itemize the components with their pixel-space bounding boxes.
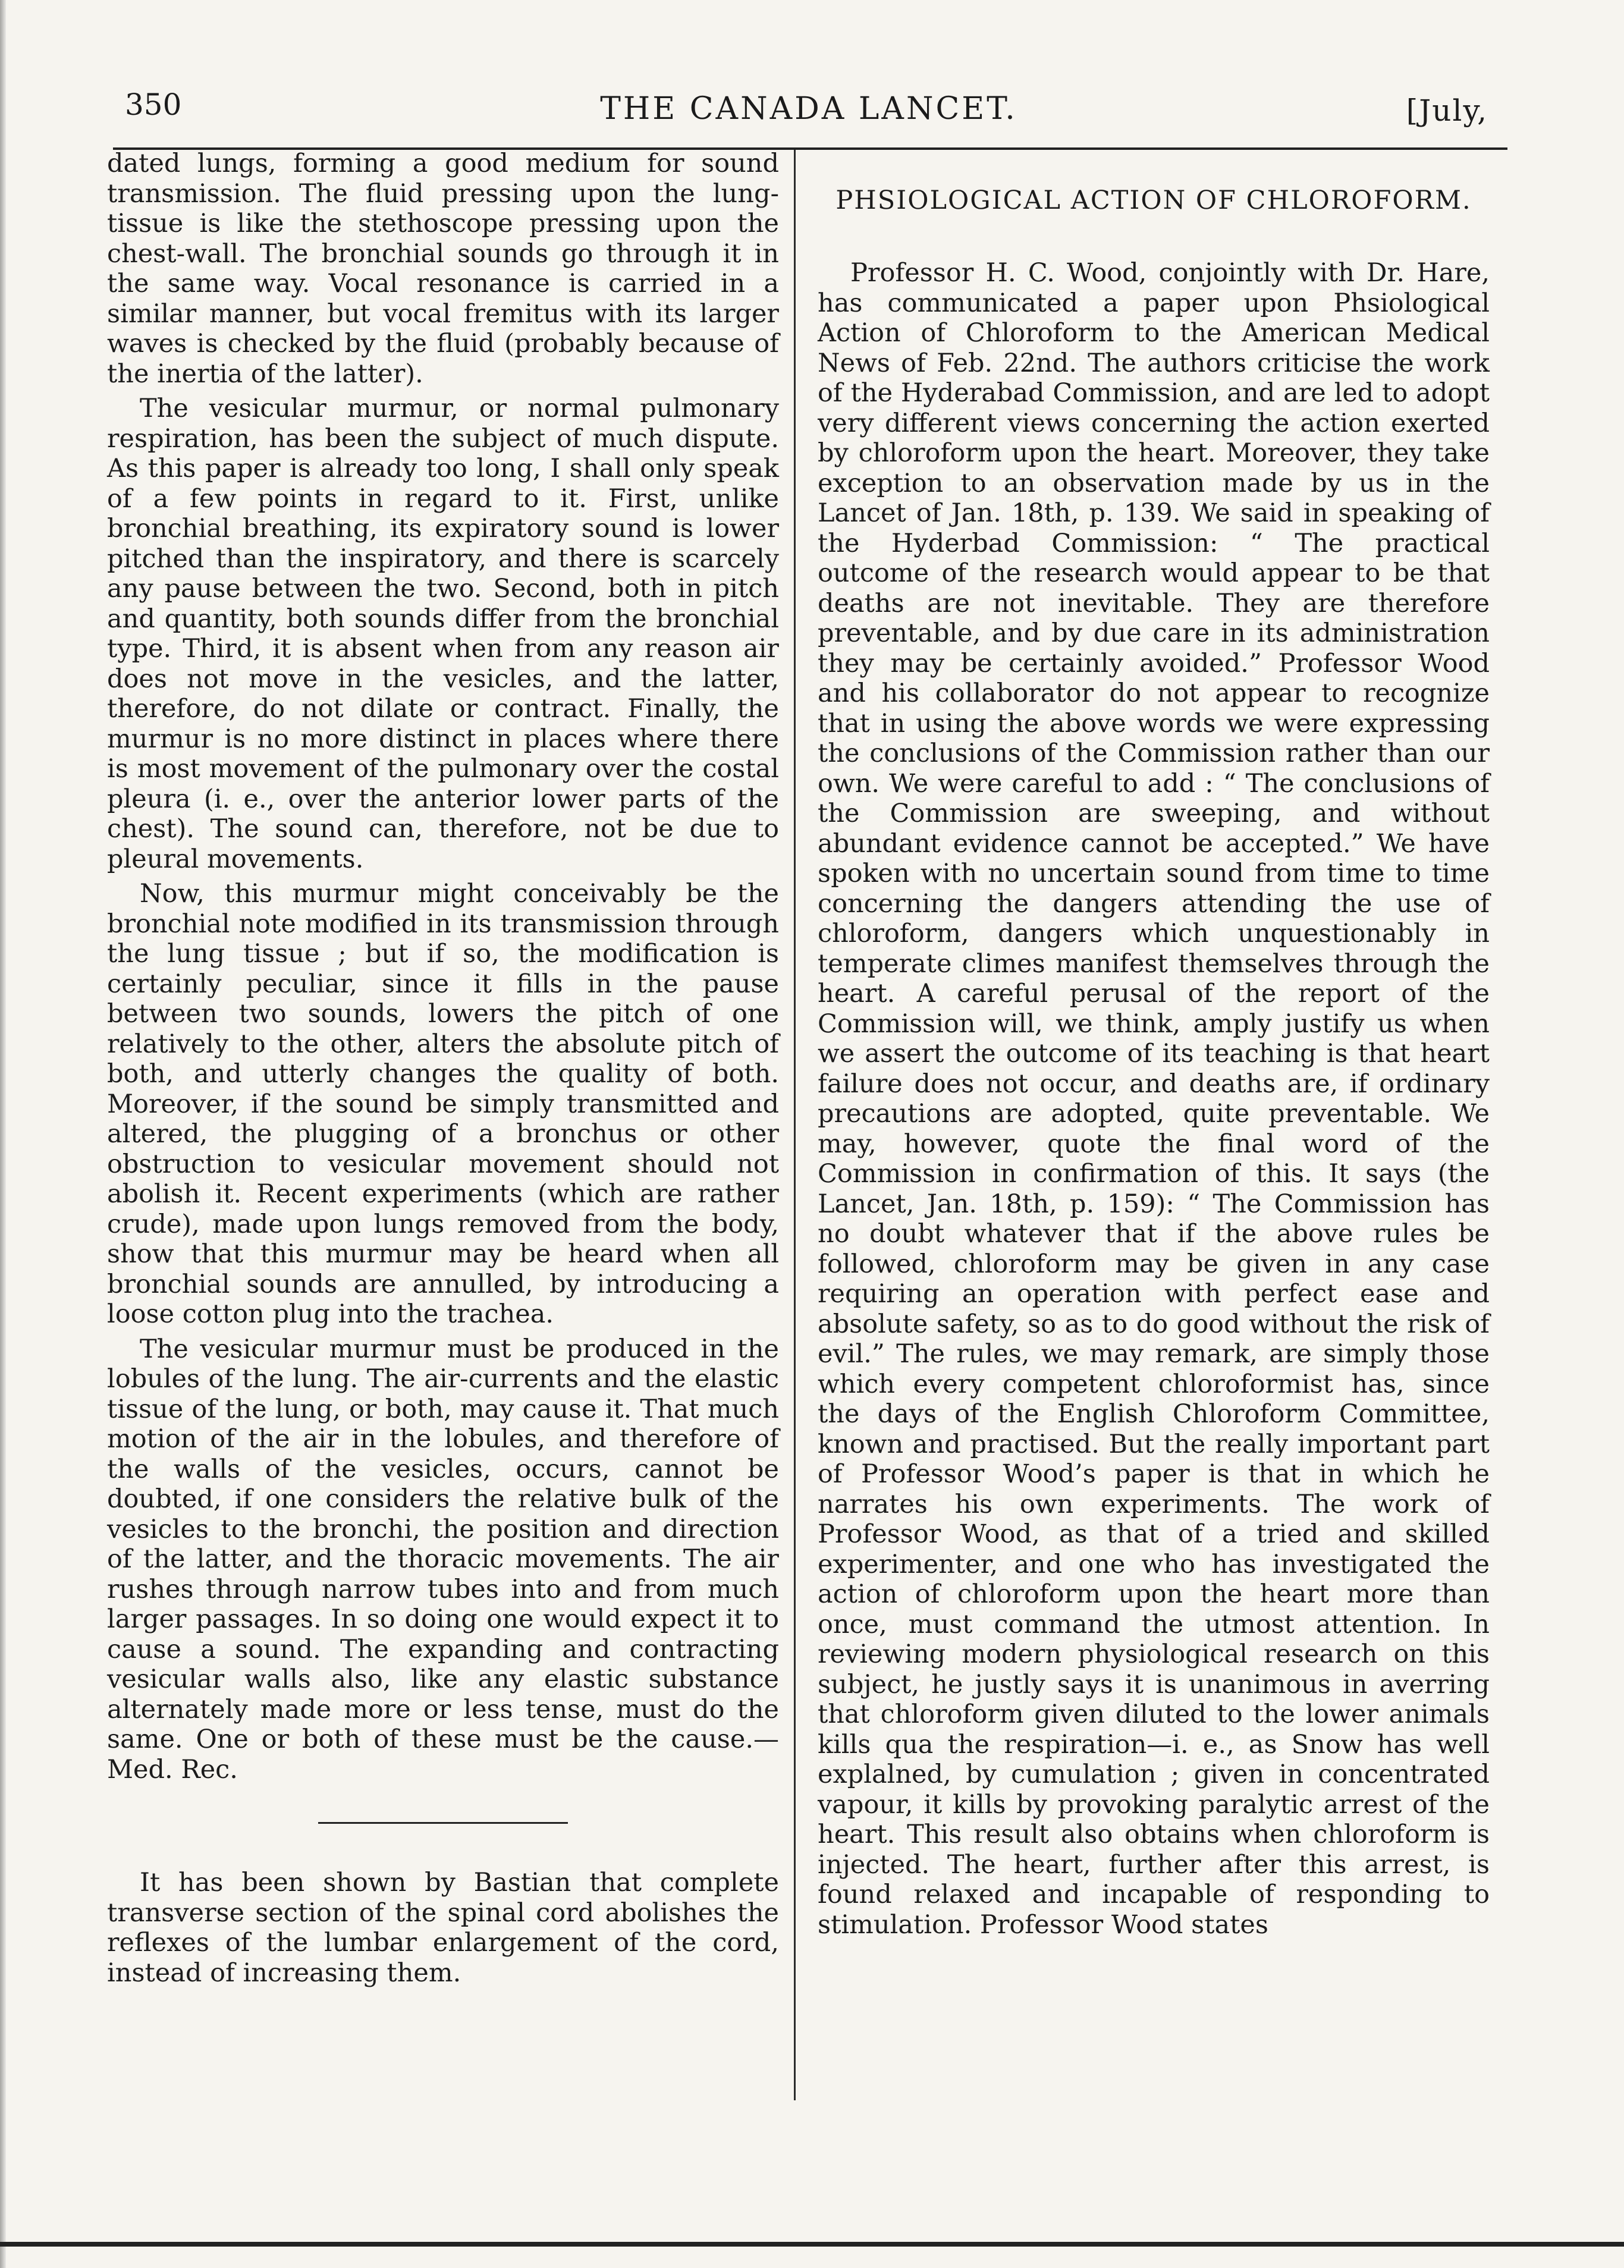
paragraph: dated lungs, forming a good medium for sound transmission. The fluid pressing upon the lung-tissue is like the stethoscope pressing upon the chest-wall. The bronchial sounds go through it in the same way. Vocal resonance is carried in a similar manner, but vocal fremitus with its larger waves is checked by the fluid (probably because of the inertia of the latter).	[107, 149, 779, 389]
column-divider	[794, 150, 796, 2100]
left-column	[107, 149, 779, 1993]
journal-title: THE CANADA LANCET.	[600, 91, 1017, 127]
page-header	[119, 80, 1499, 146]
article-title: PHSIOLOGICAL ACTION OF CHLOROFORM.	[835, 186, 1472, 215]
page-edge-shadow	[0, 0, 6, 2268]
page-number: 350	[125, 87, 182, 122]
paragraph: Now, this murmur might conceivably be the bronchial note modified in its transmission through the lung tissue ; but if so, the modification is certainly peculiar, since it fills in the pause between two sounds, lowers the pitch of one relatively to the other, alters the absolute pitch of both, and utterly changes the quality of both. Moreover, if the sound be simply transmitted and altered, the plugging of a bronchus or other obstruction to vesicular movement should not abolish it. Recent experiments (which are rather crude), made upon lungs removed from the body, show that this murmur may be heard when all bronchial sounds are annulled, by introducing a loose cotton plug into the trachea.	[107, 879, 779, 1329]
issue-month: [July,	[1406, 93, 1488, 128]
right-column	[818, 149, 1490, 1945]
paragraph: The vesicular murmur, or normal pulmonary respiration, has been the subject of much dispute. As this paper is already too long, I shall only speak of a few points in regard to it. First, unlike bronchial breathing, its expiratory sound is lower pitched than the inspiratory, and there is scarcely any pause between the two. Second, both in pitch and quantity, both sounds differ from the bronchial type. Third, it is absent when from any reason air does not move in the vesicles, and the latter, therefore, do not dilate or contract. Finally, the murmur is no more distinct in places where there is most movement of the pulmonary over the costal pleura (i. e., over the anterior lower parts of the chest). The sound can, therefore, not be due to pleural movements.	[107, 394, 779, 874]
page-bottom-edge	[0, 2242, 1624, 2247]
paragraph: Professor H. C. Wood, conjointly with Dr. Hare, has communicated a paper upon Phsiological Action of Chloroform to the American Medical News of Feb. 22nd. The authors criticise the work of the Hyderabad Commission, and are led to adopt very different views concerning the action exerted by chloroform upon the heart. Moreover, they take exception to an observation made by us in the Lancet of Jan. 18th, p. 139. We said in speaking of the Hyderbad Commission: “ The practical outcome of the research would appear to be that deaths are not inevitable. They are therefore preventable, and by due care in its administration they may be certainly avoided.” Professor Wood and his collaborator do not appear to recognize that in using the above words we were expressing the conclusions of the Commission rather than our own. We were careful to add : “ The conclusions of the Commission are sweeping, and without abundant evidence cannot be accepted.” We have spoken with no uncertain sound from time to time concerning the dangers attending the use of chloroform, dangers which unquestionably in temperate climes manifest themselves through the heart. A careful perusal of the report of the Commission will, we think, amply justify us when we assert the outcome of its teaching is that heart failure does not occur, and deaths are, if ordinary precautions are adopted, quite preventable. We may, however, quote the final word of the Commission in confirmation of this. It says (the Lancet, Jan. 18th, p. 159): “ The Commission has no doubt whatever that if the above rules be followed, chloroform may be given in any case requiring an operation with perfect ease and absolute safety, so as to do good without the risk of evil.” The rules, we may remark, are simply those which every competent chloroformist has, since the days of the English Chloroform Committee, known and practised. But the really important part of Professor Wood’s paper is that in which he narrates his own experiments. The work of Professor Wood, as that of a tried and skilled experimenter, and one who has investigated the action of chloroform upon the heart more than once, must command the utmost attention. In reviewing modern physiological research on this subject, he justly says it is unanimous in averring that chloroform given diluted to the lower animals kills qua the respiration—i. e., as Snow has well explalned, by cumulation ; given in concentrated vapour, it kills by provoking paralytic arrest of the heart. This result also obtains when chloroform is injected. The heart, further after this arrest, is found relaxed and incapable of responding to stimulation. Professor Wood states	[818, 258, 1490, 1940]
section-ornament	[107, 1811, 779, 1832]
paragraph: The vesicular murmur must be produced in the lobules of the lung. The air-currents and the elastic tissue of the lung, or both, may cause it. That much motion of the air in the lobules, and therefore of the walls of the vesicles, occurs, cannot be doubted, if one considers the relative bulk of the vesicles to the bronchi, the position and direction of the latter, and the thoracic movements. The air rushes through narrow tubes into and from much larger passages. In so doing one would expect it to cause a sound. The expanding and contracting vesicular walls also, like any elastic substance alternately made more or less tense, must do the same. One or both of these must be the cause.—Med. Rec.	[107, 1334, 779, 1785]
paragraph: It has been shown by Bastian that complete transverse section of the spinal cord abolishes the reflexes of the lumbar enlargement of the cord, instead of increasing them.	[107, 1868, 779, 1988]
